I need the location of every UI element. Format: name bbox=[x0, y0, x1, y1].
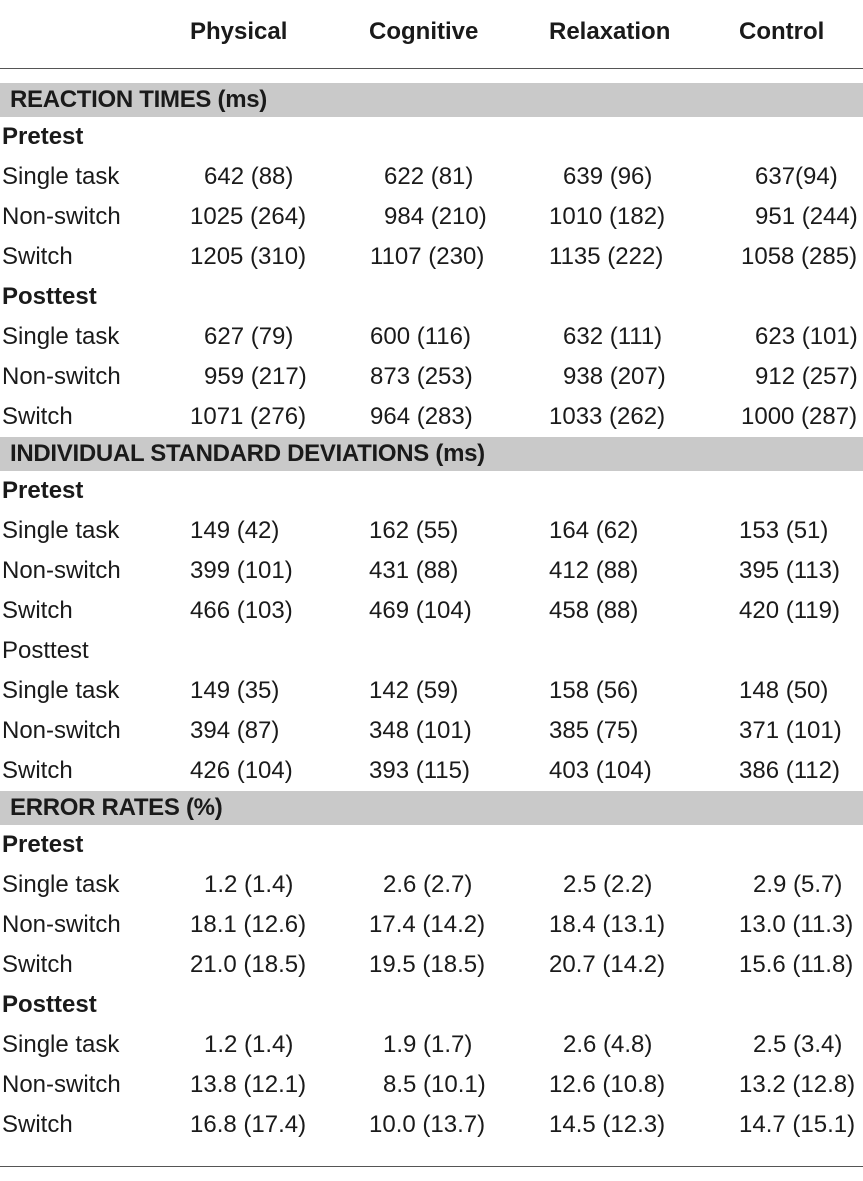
table-cell: 912 (257) bbox=[755, 363, 858, 390]
table-cell: 600 (116) bbox=[370, 323, 471, 350]
column-header-row bbox=[0, 0, 863, 69]
row-label: Single task bbox=[2, 871, 120, 898]
table-cell: 8.5 (10.1) bbox=[383, 1071, 486, 1098]
table-cell: 622 (81) bbox=[384, 163, 474, 190]
table-cell: 348 (101) bbox=[369, 717, 472, 744]
table-cell: 637(94) bbox=[755, 163, 838, 190]
table-cell: 1071 (276) bbox=[190, 403, 307, 430]
group-subheading-row bbox=[0, 825, 863, 865]
row-label: Switch bbox=[2, 403, 73, 430]
table-cell: 623 (101) bbox=[755, 323, 858, 350]
column-header-cognitive: Cognitive bbox=[369, 18, 479, 45]
row-label: Single task bbox=[2, 677, 120, 704]
group-subheading-row bbox=[0, 471, 863, 511]
table-cell: 1025 (264) bbox=[190, 203, 307, 230]
table-cell: 153 (51) bbox=[739, 517, 829, 544]
group-subheading-row bbox=[0, 631, 863, 671]
table-cell: 2.9 (5.7) bbox=[753, 871, 843, 898]
table-cell: 14.5 (12.3) bbox=[549, 1111, 666, 1138]
table-cell: 964 (283) bbox=[370, 403, 473, 430]
table-cell: 1010 (182) bbox=[549, 203, 666, 230]
section-band bbox=[0, 83, 863, 117]
table-cell: 412 (88) bbox=[549, 557, 639, 584]
table-cell: 20.7 (14.2) bbox=[549, 951, 666, 978]
table-cell: 959 (217) bbox=[204, 363, 307, 390]
table-cell: 431 (88) bbox=[369, 557, 459, 584]
table-cell: 395 (113) bbox=[739, 557, 840, 584]
table-cell: 386 (112) bbox=[739, 757, 840, 784]
section-title: ERROR RATES (%) bbox=[10, 794, 223, 821]
table-cell: 18.1 (12.6) bbox=[190, 911, 307, 938]
group-subheading-row bbox=[0, 985, 863, 1025]
column-header-relaxation: Relaxation bbox=[549, 18, 671, 45]
table-row bbox=[0, 751, 863, 791]
table-row bbox=[0, 671, 863, 711]
table-cell: 394 (87) bbox=[190, 717, 280, 744]
row-label: Switch bbox=[2, 951, 73, 978]
row-label: Switch bbox=[2, 1111, 73, 1138]
table-row bbox=[0, 551, 863, 591]
table-cell: 13.8 (12.1) bbox=[190, 1071, 307, 1098]
table-cell: 873 (253) bbox=[370, 363, 473, 390]
table-cell: 2.6 (4.8) bbox=[563, 1031, 653, 1058]
table-row bbox=[0, 865, 863, 905]
table-cell: 1135 (222) bbox=[549, 243, 664, 270]
group-subheading: Pretest bbox=[2, 123, 84, 150]
row-label: Non-switch bbox=[2, 911, 121, 938]
table-row bbox=[0, 511, 863, 551]
table-cell: 149 (42) bbox=[190, 517, 280, 544]
group-subheading: Pretest bbox=[2, 831, 84, 858]
row-label: Non-switch bbox=[2, 717, 121, 744]
table-cell: 371 (101) bbox=[739, 717, 842, 744]
section-title: INDIVIDUAL STANDARD DEVIATIONS (ms) bbox=[10, 440, 485, 467]
table-cell: 639 (96) bbox=[563, 163, 653, 190]
column-header-physical: Physical bbox=[190, 18, 288, 45]
table-cell: 142 (59) bbox=[369, 677, 459, 704]
group-subheading-row bbox=[0, 117, 863, 157]
table-cell: 469 (104) bbox=[369, 597, 472, 624]
table-cell: 1205 (310) bbox=[190, 243, 307, 270]
table-cell: 164 (62) bbox=[549, 517, 639, 544]
row-label: Non-switch bbox=[2, 203, 121, 230]
table-cell: 938 (207) bbox=[563, 363, 666, 390]
table-cell: 15.6 (11.8) bbox=[739, 951, 854, 978]
table-cell: 2.5 (3.4) bbox=[753, 1031, 843, 1058]
table-cell: 158 (56) bbox=[549, 677, 639, 704]
table-cell: 1000 (287) bbox=[741, 403, 858, 430]
table-row bbox=[0, 237, 863, 277]
group-subheading: Pretest bbox=[2, 477, 84, 504]
table-cell: 420 (119) bbox=[739, 597, 840, 624]
table-row bbox=[0, 397, 863, 437]
table-cell: 984 (210) bbox=[384, 203, 487, 230]
table-cell: 632 (111) bbox=[563, 323, 663, 350]
table-cell: 1.2 (1.4) bbox=[204, 1031, 294, 1058]
table-cell: 2.5 (2.2) bbox=[563, 871, 653, 898]
table-row bbox=[0, 945, 863, 985]
table-cell: 399 (101) bbox=[190, 557, 293, 584]
row-label: Non-switch bbox=[2, 557, 121, 584]
table-cell: 1.2 (1.4) bbox=[204, 871, 294, 898]
row-label: Switch bbox=[2, 757, 73, 784]
table-cell: 149 (35) bbox=[190, 677, 280, 704]
row-label: Single task bbox=[2, 323, 120, 350]
table-cell: 466 (103) bbox=[190, 597, 293, 624]
table-cell: 951 (244) bbox=[755, 203, 858, 230]
table-cell: 2.6 (2.7) bbox=[383, 871, 473, 898]
row-label: Single task bbox=[2, 1031, 120, 1058]
table-cell: 19.5 (18.5) bbox=[369, 951, 486, 978]
table-cell: 642 (88) bbox=[204, 163, 294, 190]
table-cell: 1107 (230) bbox=[370, 243, 485, 270]
table-cell: 426 (104) bbox=[190, 757, 293, 784]
table-cell: 148 (50) bbox=[739, 677, 829, 704]
row-label: Switch bbox=[2, 243, 73, 270]
table-cell: 13.0 (11.3) bbox=[739, 911, 854, 938]
section-band bbox=[0, 791, 863, 825]
table-cell: 10.0 (13.7) bbox=[369, 1111, 486, 1138]
table-cell: 385 (75) bbox=[549, 717, 639, 744]
table-body bbox=[0, 83, 863, 1145]
table-cell: 458 (88) bbox=[549, 597, 639, 624]
group-subheading: Posttest bbox=[2, 991, 97, 1018]
group-subheading-row bbox=[0, 277, 863, 317]
row-label: Single task bbox=[2, 163, 120, 190]
table-cell: 627 (79) bbox=[204, 323, 294, 350]
table-cell: 1.9 (1.7) bbox=[383, 1031, 473, 1058]
table-cell: 21.0 (18.5) bbox=[190, 951, 307, 978]
table-row bbox=[0, 1105, 863, 1145]
table-cell: 162 (55) bbox=[369, 517, 459, 544]
row-label: Non-switch bbox=[2, 1071, 121, 1098]
table-row bbox=[0, 157, 863, 197]
table-row bbox=[0, 317, 863, 357]
table-row bbox=[0, 591, 863, 631]
section-title: REACTION TIMES (ms) bbox=[10, 86, 267, 113]
table-cell: 18.4 (13.1) bbox=[549, 911, 666, 938]
table-row bbox=[0, 197, 863, 237]
table-cell: 1058 (285) bbox=[741, 243, 858, 270]
row-label: Non-switch bbox=[2, 363, 121, 390]
table-row bbox=[0, 357, 863, 397]
table-cell: 16.8 (17.4) bbox=[190, 1111, 307, 1138]
table-cell: 13.2 (12.8) bbox=[739, 1071, 856, 1098]
table-cell: 393 (115) bbox=[369, 757, 470, 784]
table-cell: 17.4 (14.2) bbox=[369, 911, 486, 938]
table-bottom-rule bbox=[0, 1166, 863, 1167]
row-label: Single task bbox=[2, 517, 120, 544]
table-cell: 403 (104) bbox=[549, 757, 652, 784]
table-row bbox=[0, 711, 863, 751]
table-cell: 14.7 (15.1) bbox=[739, 1111, 856, 1138]
table-cell: 12.6 (10.8) bbox=[549, 1071, 666, 1098]
row-label: Switch bbox=[2, 597, 73, 624]
group-subheading: Posttest bbox=[2, 637, 89, 664]
group-subheading: Posttest bbox=[2, 283, 97, 310]
table-row bbox=[0, 1025, 863, 1065]
section-band bbox=[0, 437, 863, 471]
table-cell: 1033 (262) bbox=[549, 403, 666, 430]
table-row bbox=[0, 905, 863, 945]
table-row bbox=[0, 1065, 863, 1105]
column-header-control: Control bbox=[739, 18, 825, 45]
